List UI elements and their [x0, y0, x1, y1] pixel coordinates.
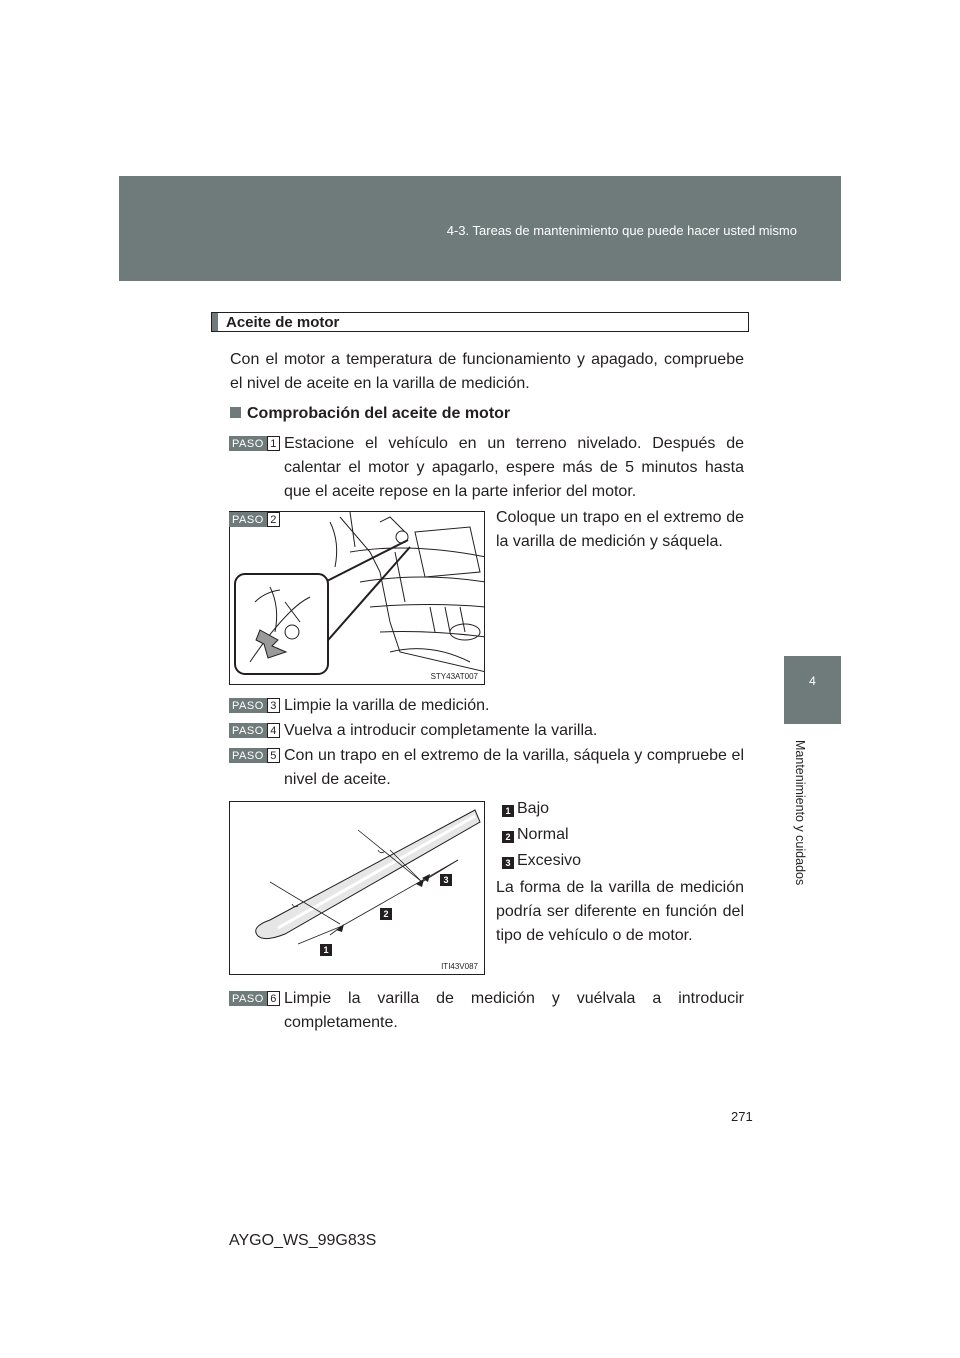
chapter-header	[119, 176, 841, 281]
legend-badge: 2	[502, 831, 514, 843]
legend-label: Normal	[517, 826, 569, 843]
chapter-tab-label: Mantenimiento y cuidados	[793, 740, 807, 886]
step-5-text: Con un trapo en el extremo de la varilla, sáquela y compruebe el nivel de aceite.	[284, 747, 744, 788]
paso-label: PASO	[229, 748, 267, 763]
step-number: 6	[267, 991, 280, 1006]
engine-bay-illustration	[230, 512, 485, 685]
step-6-text: Limpie la varilla de medición y vuélvala a introducir completamente.	[284, 990, 744, 1031]
subheading	[230, 405, 510, 423]
chapter-tab	[784, 656, 841, 724]
intro-paragraph: Con el motor a temperatura de funcionamiento y apagado, compruebe el nivel de aceite en la varilla de medición.	[230, 351, 744, 392]
legend-badge: 3	[502, 857, 514, 869]
step-badge-4	[229, 723, 280, 738]
chapter-title: 4-3. Tareas de mantenimiento que puede hacer usted mismo	[446, 223, 797, 238]
paso-label: PASO	[229, 991, 267, 1006]
step-number: 4	[267, 723, 280, 738]
section-title-bar	[212, 313, 218, 331]
step-2-text: Coloque un trapo en el extremo de la varilla de medición y sáquela.	[496, 509, 744, 550]
legend-badge: 1	[502, 805, 514, 817]
page-number: 271	[731, 1109, 753, 1124]
step-number: 3	[267, 698, 280, 713]
step-badge-2	[229, 512, 280, 527]
legend-label: Excesivo	[517, 852, 582, 869]
figure-code: STY43AT007	[430, 672, 478, 681]
step-badge-5	[229, 748, 280, 763]
square-bullet-icon	[230, 407, 241, 418]
level-marker-2: 2	[383, 909, 389, 919]
engine-dipstick-figure	[229, 511, 485, 685]
step-4-text: Vuelva a introducir completamente la varilla.	[284, 722, 598, 739]
step-badge-6	[229, 991, 280, 1006]
footer-code: AYGO_WS_99G83S	[229, 1232, 377, 1249]
step-1-text: Estacione el vehículo en un terreno nivelado. Después de calentar el motor y apagarlo, espere más de 5 minutos hasta que el aceite repose en la parte inferior del motor.	[284, 435, 744, 500]
figure-code: ITI43V087	[441, 962, 478, 971]
paso-label: PASO	[229, 723, 267, 738]
dipstick-illustration	[230, 802, 485, 975]
step-3-text: Limpie la varilla de medición.	[284, 697, 490, 714]
step-badge-3	[229, 698, 280, 713]
step-number: 1	[267, 436, 280, 451]
section-title: Aceite de motor	[226, 314, 340, 331]
step-number: 5	[267, 748, 280, 763]
section-title-box	[211, 312, 749, 332]
chapter-number: 4	[809, 674, 816, 688]
paso-label: PASO	[229, 436, 267, 451]
step-badge-1	[229, 436, 280, 451]
legend-item-low	[502, 800, 549, 818]
level-marker-1: 1	[323, 945, 329, 955]
subheading-text: Comprobación del aceite de motor	[247, 405, 511, 422]
legend-label: Bajo	[517, 800, 550, 817]
legend-note: La forma de la varilla de medición podría ser diferente en función del tipo de vehículo o de motor.	[496, 879, 744, 944]
level-marker-3: 3	[443, 875, 449, 885]
paso-label: PASO	[229, 512, 267, 527]
dipstick-level-figure	[229, 801, 485, 975]
legend-item-normal	[502, 826, 569, 844]
paso-label: PASO	[229, 698, 267, 713]
step-number: 2	[267, 512, 280, 527]
legend-item-excessive	[502, 852, 581, 870]
